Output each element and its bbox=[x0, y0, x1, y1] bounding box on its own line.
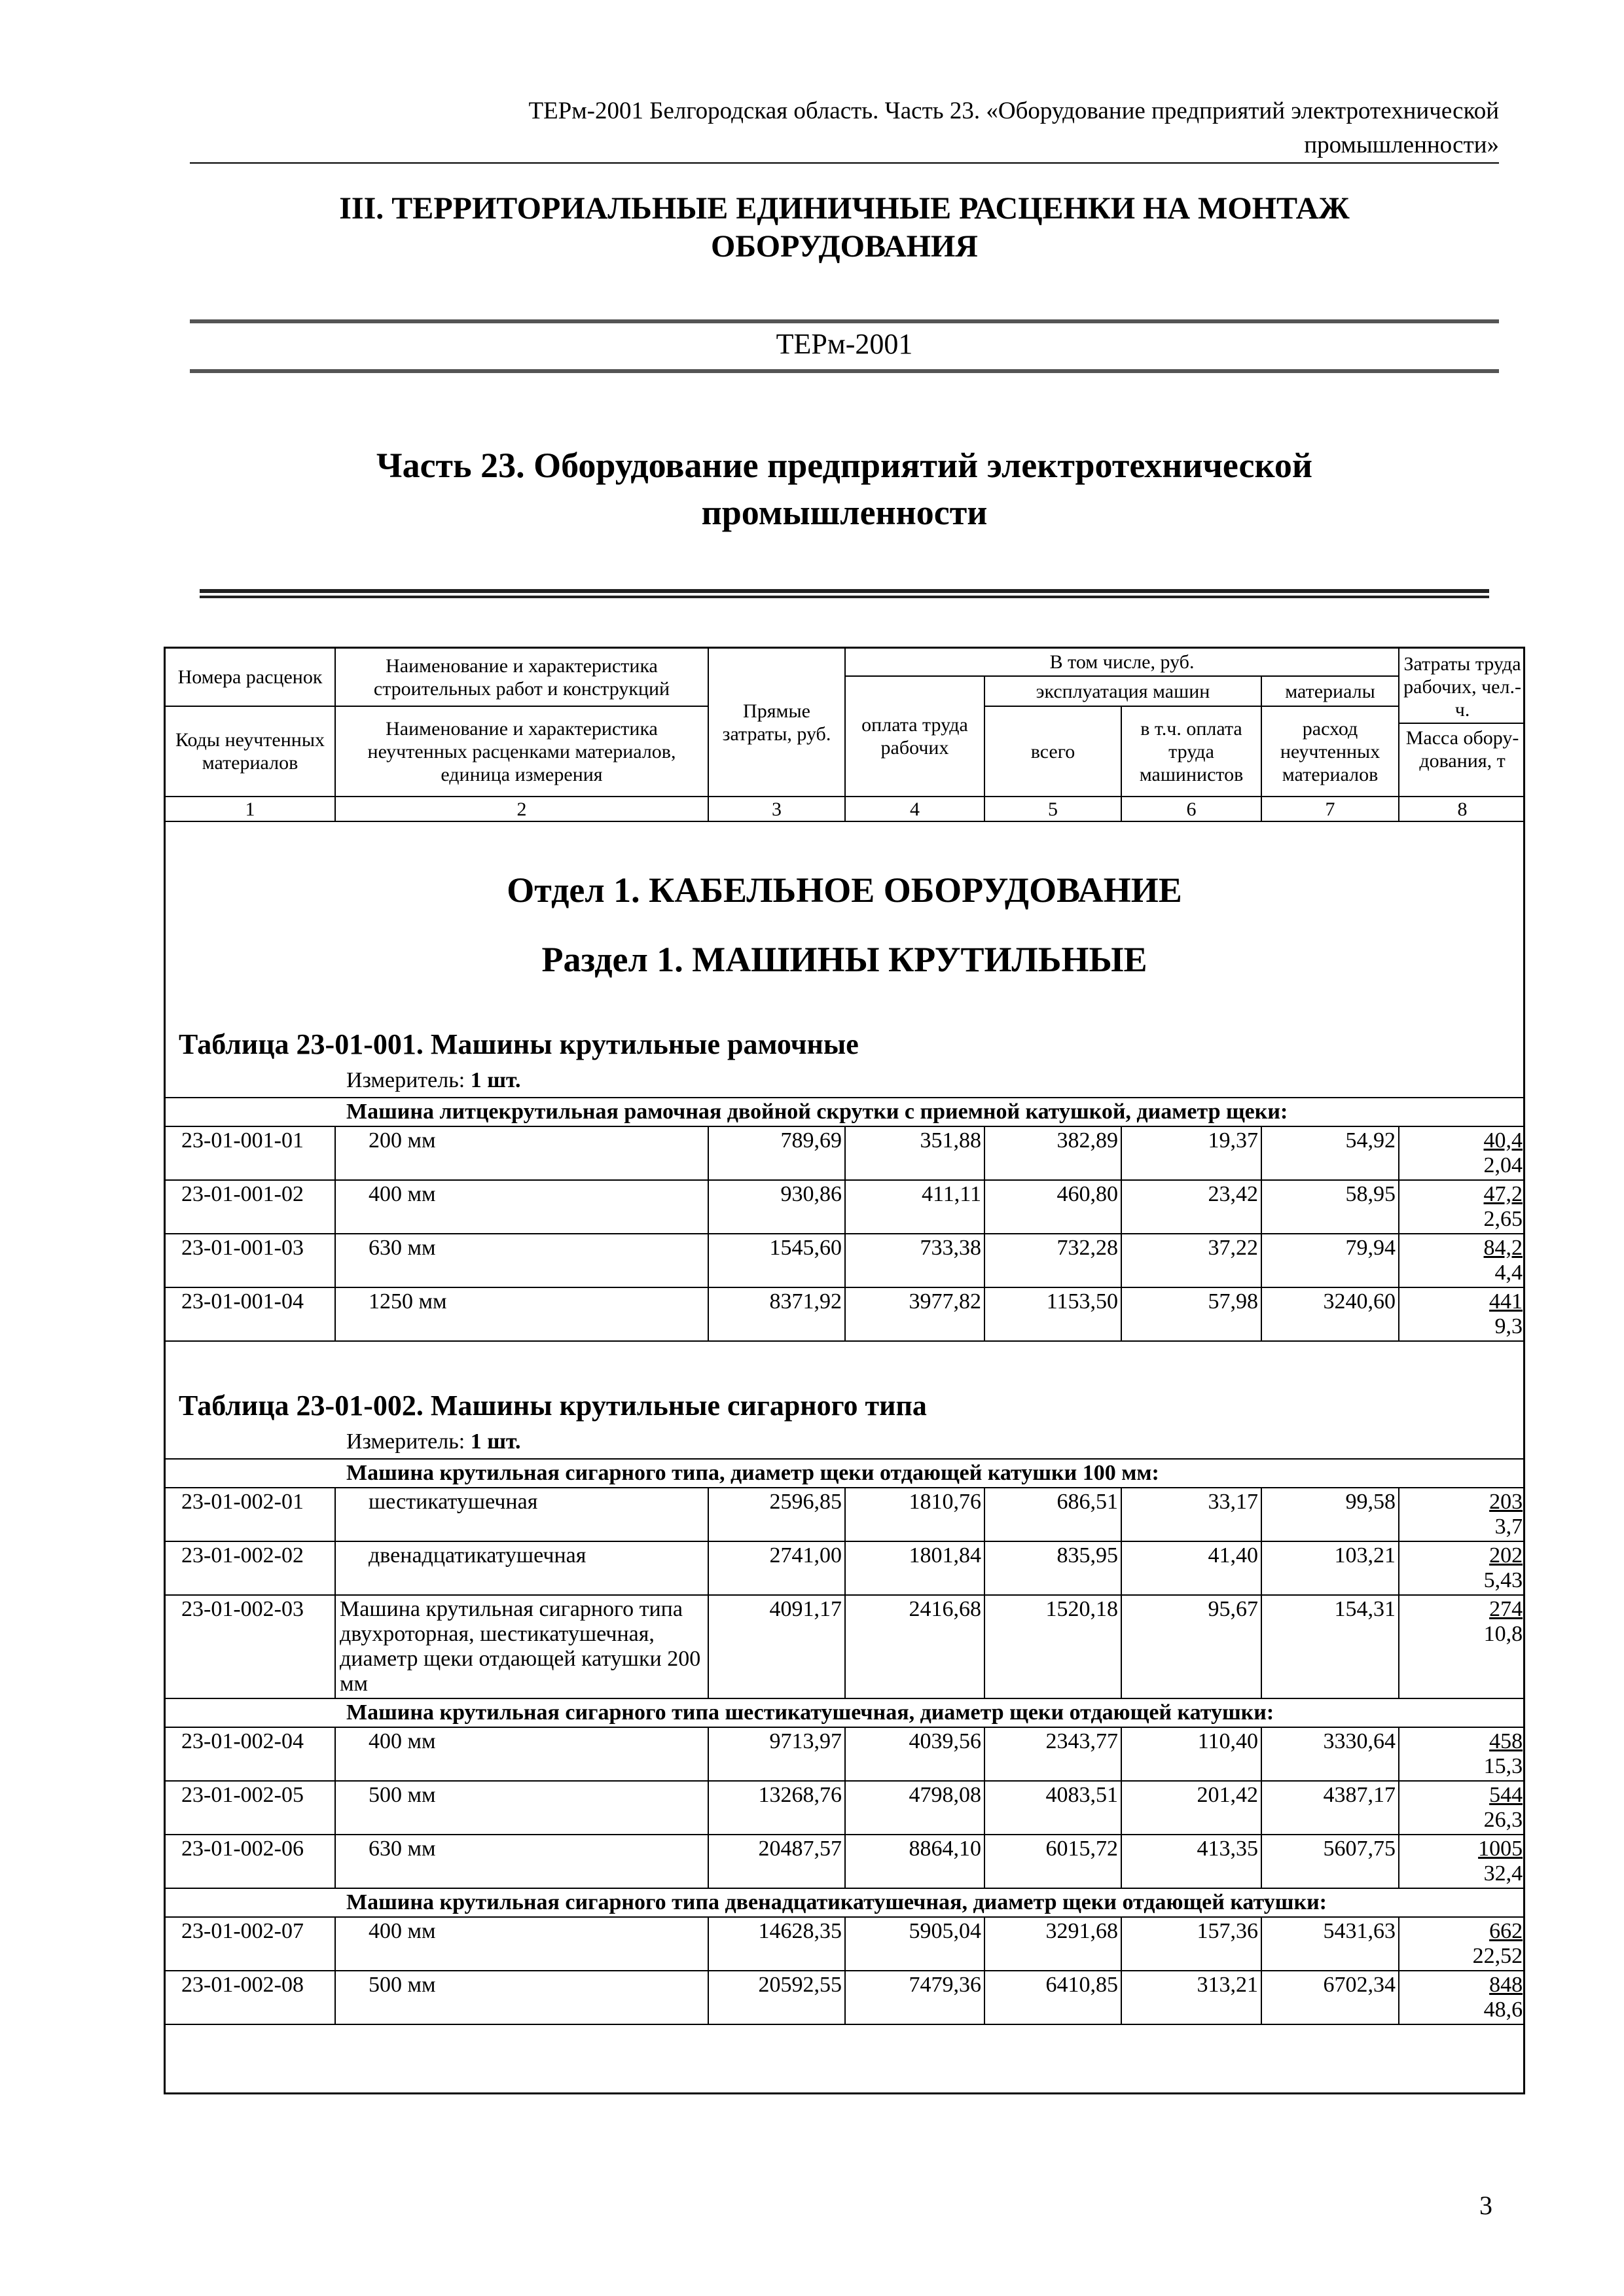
operator-labor-cost: 110,40 bbox=[1121, 1727, 1261, 1781]
material-cost: 58,95 bbox=[1261, 1180, 1399, 1234]
labor-hours: 458 bbox=[1489, 1729, 1523, 1753]
labor-cost: 5905,04 bbox=[845, 1917, 984, 1971]
table-row bbox=[166, 1835, 1525, 1888]
group-heading: Машина крутильная сигарного типа шестикатушечная, диаметр щеки отдающей катушки: bbox=[166, 1698, 1525, 1727]
table-row bbox=[166, 1541, 1525, 1595]
work-name: 400 мм bbox=[335, 1727, 708, 1781]
machine-cost: 686,51 bbox=[984, 1488, 1121, 1541]
col-num: 2 bbox=[335, 797, 708, 821]
labor-cost: 4039,56 bbox=[845, 1727, 984, 1781]
column-header-table bbox=[166, 649, 1525, 822]
work-name: 500 мм bbox=[335, 1971, 708, 2024]
group-heading-row bbox=[166, 1888, 1525, 1917]
machine-cost: 1153,50 bbox=[984, 1287, 1121, 1341]
equipment-mass: 9,3 bbox=[1494, 1314, 1523, 1338]
running-header-line1: ТЕРм-2001 Белгородская область. Часть 23. «Оборудование предприятий электротехнической bbox=[528, 98, 1499, 124]
labor-cost: 2416,68 bbox=[845, 1595, 984, 1698]
rule-bottom bbox=[190, 369, 1499, 373]
direct-cost: 20592,55 bbox=[708, 1971, 845, 2024]
material-cost: 99,58 bbox=[1261, 1488, 1399, 1541]
labor-hours-and-mass bbox=[1399, 1727, 1525, 1781]
labor-hours-and-mass bbox=[1399, 1126, 1525, 1180]
labor-hours-and-mass bbox=[1399, 1971, 1525, 2024]
equipment-mass: 2,04 bbox=[1483, 1153, 1523, 1177]
labor-hours-and-mass bbox=[1399, 1835, 1525, 1888]
incl-header: В том числе, руб. bbox=[845, 649, 1399, 676]
table-row bbox=[166, 1917, 1525, 1971]
operator-labor-cost: 37,22 bbox=[1121, 1234, 1261, 1287]
division-title: Отдел 1. КАБЕЛЬНОЕ ОБОРУДОВАНИЕ bbox=[507, 870, 1182, 910]
labor-hours: 40,4 bbox=[1483, 1128, 1523, 1153]
col2-header-top: Наименование и характеристика строительных работ и конструкций bbox=[335, 649, 708, 706]
labor-cost: 7479,36 bbox=[845, 1971, 984, 2024]
rate-code: 23-01-002-07 bbox=[166, 1917, 335, 1971]
labor-hours-and-mass bbox=[1399, 1287, 1525, 1341]
col3-header: Прямые затраты, руб. bbox=[708, 649, 845, 797]
rate-code: 23-01-002-04 bbox=[166, 1727, 335, 1781]
labor-cost: 411,11 bbox=[845, 1180, 984, 1234]
machine-cost: 3291,68 bbox=[984, 1917, 1121, 1971]
col8-header-top: Затраты труда рабочих, чел.-ч. bbox=[1403, 653, 1521, 721]
work-name: 200 мм bbox=[335, 1126, 708, 1180]
part-title bbox=[190, 442, 1499, 536]
direct-cost: 1545,60 bbox=[708, 1234, 845, 1287]
labor-cost: 733,38 bbox=[845, 1234, 984, 1287]
col-num: 4 bbox=[845, 797, 984, 821]
equipment-mass: 3,7 bbox=[1494, 1515, 1523, 1539]
group-heading: Машина крутильная сигарного типа, диаметр щеки отдающей катушки 100 мм: bbox=[166, 1459, 1525, 1488]
machine-cost: 2343,77 bbox=[984, 1727, 1121, 1781]
labor-hours: 202 bbox=[1489, 1543, 1523, 1568]
direct-cost: 789,69 bbox=[708, 1126, 845, 1180]
col8-header-bottom: Масса обору-дования, т bbox=[1399, 723, 1525, 772]
col7-header: расход неучтенных материалов bbox=[1261, 706, 1399, 797]
work-name: шестикатушечная bbox=[335, 1488, 708, 1541]
table-title: Таблица 23-01-002. Машины крутильные сигарного типа bbox=[179, 1390, 927, 1422]
part-title-line2: промышленности bbox=[701, 493, 988, 532]
col-num: 6 bbox=[1121, 797, 1261, 821]
material-cost: 3240,60 bbox=[1261, 1287, 1399, 1341]
col2-header-bottom: Наименование и характеристика неучтенных расценками материалов, единица измерения bbox=[335, 706, 708, 797]
rate-code: 23-01-002-02 bbox=[166, 1541, 335, 1595]
direct-cost: 4091,17 bbox=[708, 1595, 845, 1698]
equipment-mass: 48,6 bbox=[1483, 1998, 1523, 2022]
material-cost: 5431,63 bbox=[1261, 1917, 1399, 1971]
labor-hours: 441 bbox=[1489, 1289, 1523, 1314]
table-row bbox=[166, 1727, 1525, 1781]
equipment-mass: 22,52 bbox=[1472, 1944, 1523, 1968]
tables-container bbox=[166, 1026, 1523, 2025]
rates-data-table bbox=[166, 1458, 1525, 2025]
direct-cost: 8371,92 bbox=[708, 1287, 845, 1341]
section-title bbox=[190, 190, 1499, 266]
rate-code: 23-01-002-08 bbox=[166, 1971, 335, 2024]
col5-header: всего bbox=[984, 706, 1121, 797]
work-name: 400 мм bbox=[335, 1917, 708, 1971]
table-row bbox=[166, 1287, 1525, 1341]
col-num: 7 bbox=[1261, 797, 1399, 821]
machine-cost: 382,89 bbox=[984, 1126, 1121, 1180]
rates-data-table bbox=[166, 1097, 1525, 1342]
operator-labor-cost: 23,42 bbox=[1121, 1180, 1261, 1234]
col4-header: оплата труда рабочих bbox=[845, 676, 984, 797]
operator-labor-cost: 201,42 bbox=[1121, 1781, 1261, 1835]
table-row bbox=[166, 1595, 1525, 1698]
labor-cost: 1810,76 bbox=[845, 1488, 984, 1541]
rate-code: 23-01-001-01 bbox=[166, 1126, 335, 1180]
operator-labor-cost: 95,67 bbox=[1121, 1595, 1261, 1698]
col-num: 8 bbox=[1399, 797, 1525, 821]
operator-labor-cost: 313,21 bbox=[1121, 1971, 1261, 2024]
rate-code: 23-01-002-06 bbox=[166, 1835, 335, 1888]
direct-cost: 20487,57 bbox=[708, 1835, 845, 1888]
rate-code: 23-01-001-03 bbox=[166, 1234, 335, 1287]
group-heading-row bbox=[166, 1698, 1525, 1727]
measure-line bbox=[346, 1067, 1523, 1094]
material-cost: 103,21 bbox=[1261, 1541, 1399, 1595]
table-row bbox=[166, 1126, 1525, 1180]
equipment-mass: 15,3 bbox=[1483, 1754, 1523, 1778]
labor-hours: 1005 bbox=[1478, 1837, 1523, 1861]
section-title-line1: III. ТЕРРИТОРИАЛЬНЫЕ ЕДИНИЧНЫЕ РАСЦЕНКИ НА МОНТАЖ bbox=[339, 191, 1350, 226]
equipment-mass: 32,4 bbox=[1483, 1861, 1523, 1886]
material-cost: 154,31 bbox=[1261, 1595, 1399, 1698]
labor-cost: 8864,10 bbox=[845, 1835, 984, 1888]
labor-hours-and-mass bbox=[1399, 1781, 1525, 1835]
col-num: 1 bbox=[166, 797, 335, 821]
operator-labor-cost: 19,37 bbox=[1121, 1126, 1261, 1180]
section-title-line2: ОБОРУДОВАНИЯ bbox=[711, 229, 978, 264]
table-row bbox=[166, 1971, 1525, 2024]
rate-code: 23-01-002-01 bbox=[166, 1488, 335, 1541]
rule-top bbox=[190, 319, 1499, 323]
measure-value: 1 шт. bbox=[470, 1429, 521, 1454]
group-heading-row bbox=[166, 1098, 1525, 1126]
direct-cost: 2596,85 bbox=[708, 1488, 845, 1541]
table-row bbox=[166, 1488, 1525, 1541]
group-heading-row bbox=[166, 1459, 1525, 1488]
material-cost: 3330,64 bbox=[1261, 1727, 1399, 1781]
rate-code: 23-01-002-03 bbox=[166, 1595, 335, 1698]
operator-labor-cost: 57,98 bbox=[1121, 1287, 1261, 1341]
labor-hours-and-mass bbox=[1399, 1488, 1525, 1541]
labor-hours-and-mass bbox=[1399, 1234, 1525, 1287]
labor-hours: 662 bbox=[1489, 1919, 1523, 1943]
labor-hours: 848 bbox=[1489, 1973, 1523, 1997]
material-cost: 5607,75 bbox=[1261, 1835, 1399, 1888]
equipment-mass: 5,43 bbox=[1483, 1568, 1523, 1592]
direct-cost: 9713,97 bbox=[708, 1727, 845, 1781]
razdel-title: Раздел 1. МАШИНЫ КРУТИЛЬНЫЕ bbox=[541, 940, 1147, 979]
direct-cost: 930,86 bbox=[708, 1180, 845, 1234]
measure-label: Измеритель: bbox=[346, 1068, 465, 1092]
direct-cost: 2741,00 bbox=[708, 1541, 845, 1595]
col6-header: в т.ч. оплата труда машинистов bbox=[1121, 706, 1261, 797]
work-name: двенадцатикатушечная bbox=[335, 1541, 708, 1595]
expl-header: эксплуатация машин bbox=[984, 676, 1261, 706]
machine-cost: 4083,51 bbox=[984, 1781, 1121, 1835]
work-name: 500 мм bbox=[335, 1781, 708, 1835]
group-heading: Машина литцекрутильная рамочная двойной скрутки с приемной катушкой, диаметр щеки: bbox=[166, 1098, 1525, 1126]
measure-line bbox=[346, 1428, 1523, 1456]
equipment-mass: 10,8 bbox=[1483, 1622, 1523, 1646]
equipment-mass: 26,3 bbox=[1483, 1808, 1523, 1832]
col-num: 3 bbox=[708, 797, 845, 821]
page-number: 3 bbox=[1479, 2191, 1492, 2220]
rate-code: 23-01-001-04 bbox=[166, 1287, 335, 1341]
group-heading: Машина крутильная сигарного типа двенадцатикатушечная, диаметр щеки отдающей катушки: bbox=[166, 1888, 1525, 1917]
work-name: 1250 мм bbox=[335, 1287, 708, 1341]
running-header bbox=[190, 94, 1499, 162]
col-num: 5 bbox=[984, 797, 1121, 821]
labor-hours: 203 bbox=[1489, 1490, 1523, 1514]
labor-cost: 4798,08 bbox=[845, 1781, 984, 1835]
work-name: 630 мм bbox=[335, 1835, 708, 1888]
part-title-line1: Часть 23. Оборудование предприятий электротехнической bbox=[376, 446, 1313, 485]
labor-hours: 84,2 bbox=[1483, 1236, 1523, 1260]
equipment-mass: 4,4 bbox=[1494, 1261, 1523, 1285]
work-name: Машина крутильная сигарного типа двухроторная, шестикатушечная, диаметр щеки отдающей катушки 200 мм bbox=[335, 1595, 708, 1698]
operator-labor-cost: 157,36 bbox=[1121, 1917, 1261, 1971]
measure-label: Измеритель: bbox=[346, 1429, 465, 1454]
labor-hours-and-mass bbox=[1399, 1541, 1525, 1595]
rates-table bbox=[164, 647, 1525, 2094]
header-divider bbox=[190, 162, 1499, 164]
material-cost: 6702,34 bbox=[1261, 1971, 1399, 2024]
term-label: ТЕРм-2001 bbox=[776, 328, 913, 360]
table-row bbox=[166, 1234, 1525, 1287]
operator-labor-cost: 413,35 bbox=[1121, 1835, 1261, 1888]
table-title: Таблица 23-01-001. Машины крутильные рамочные bbox=[179, 1028, 859, 1060]
labor-cost: 1801,84 bbox=[845, 1541, 984, 1595]
operator-labor-cost: 41,40 bbox=[1121, 1541, 1261, 1595]
labor-hours: 544 bbox=[1489, 1783, 1523, 1807]
measure-value: 1 шт. bbox=[470, 1068, 521, 1092]
material-cost: 54,92 bbox=[1261, 1126, 1399, 1180]
material-cost: 79,94 bbox=[1261, 1234, 1399, 1287]
col1-header-top: Номера расценок bbox=[166, 649, 335, 706]
direct-cost: 14628,35 bbox=[708, 1917, 845, 1971]
machine-cost: 6410,85 bbox=[984, 1971, 1121, 2024]
machine-cost: 460,80 bbox=[984, 1180, 1121, 1234]
machine-cost: 732,28 bbox=[984, 1234, 1121, 1287]
labor-hours: 47,2 bbox=[1483, 1182, 1523, 1206]
table-row bbox=[166, 1180, 1525, 1234]
table-row bbox=[166, 1781, 1525, 1835]
operator-labor-cost: 33,17 bbox=[1121, 1488, 1261, 1541]
mat-header: материалы bbox=[1261, 676, 1399, 706]
labor-hours-and-mass bbox=[1399, 1595, 1525, 1698]
machine-cost: 835,95 bbox=[984, 1541, 1121, 1595]
labor-hours-and-mass bbox=[1399, 1180, 1525, 1234]
labor-cost: 351,88 bbox=[845, 1126, 984, 1180]
equipment-mass: 2,65 bbox=[1483, 1207, 1523, 1231]
rate-code: 23-01-002-05 bbox=[166, 1781, 335, 1835]
rate-code: 23-01-001-02 bbox=[166, 1180, 335, 1234]
labor-hours: 274 bbox=[1489, 1597, 1523, 1621]
running-header-line2: промышленности» bbox=[1304, 132, 1499, 158]
machine-cost: 1520,18 bbox=[984, 1595, 1121, 1698]
work-name: 400 мм bbox=[335, 1180, 708, 1234]
double-rule bbox=[200, 589, 1489, 600]
machine-cost: 6015,72 bbox=[984, 1835, 1121, 1888]
col8-header bbox=[1399, 649, 1525, 797]
material-cost: 4387,17 bbox=[1261, 1781, 1399, 1835]
labor-hours-and-mass bbox=[1399, 1917, 1525, 1971]
col1-header-bottom: Коды неучтенных материалов bbox=[166, 706, 335, 797]
labor-cost: 3977,82 bbox=[845, 1287, 984, 1341]
direct-cost: 13268,76 bbox=[708, 1781, 845, 1835]
work-name: 630 мм bbox=[335, 1234, 708, 1287]
